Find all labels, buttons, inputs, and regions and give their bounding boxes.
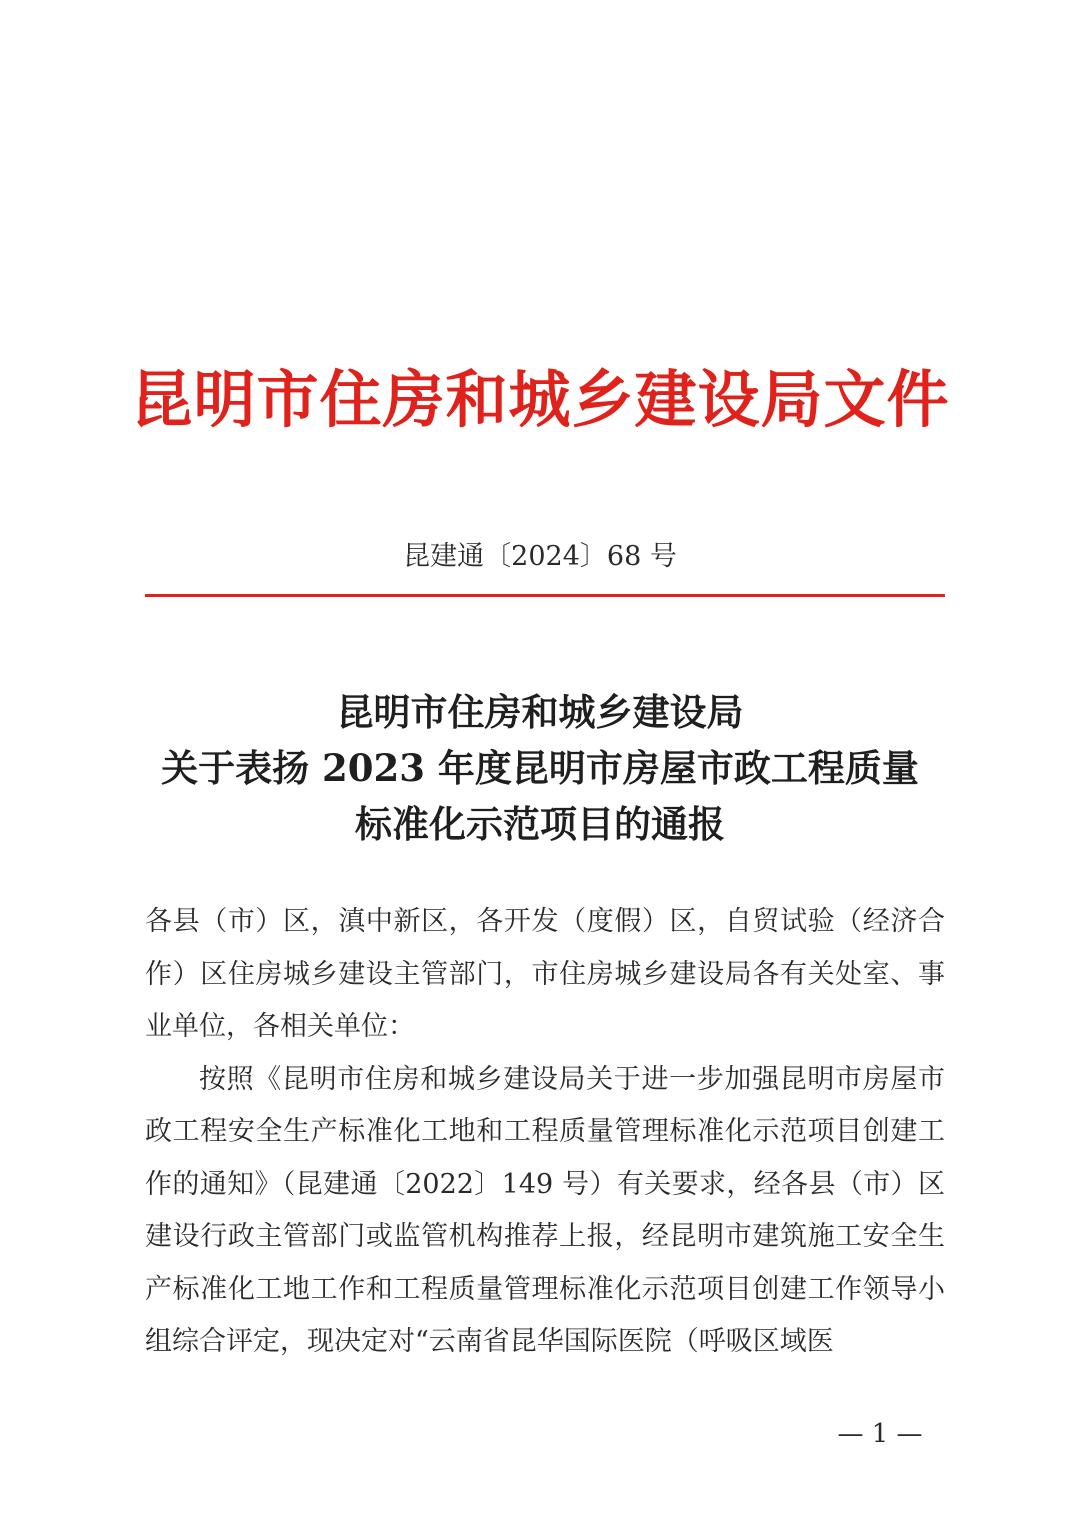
red-divider-line <box>145 594 945 597</box>
title-line-1: 昆明市住房和城乡建设局 <box>336 690 744 734</box>
salutation: 各县（市）区，滇中新区，各开发（度假）区，自贸试验（经济合作）区住房城乡建设主管部门，市住房城乡建设局各有关处室、事业单位，各相关单位： <box>145 906 945 1042</box>
body-paragraph: 按照《昆明市住房和城乡建设局关于进一步加强昆明市房屋市政工程安全生产标准化工地和工程质量管理标准化示范项目创建工作的通知》（昆建通〔2022〕149 号）有关要求，经各县（市）区建设行政主管部门或监管机构推荐上报，经昆明市建筑施工安全生产标准化工地工作和工程质量管理标准化示范项目创建工作领导小组综合评定，现决定对“云南省昆华国际医院（呼吸区域医 <box>145 1063 945 1357</box>
document-body <box>145 896 945 1369</box>
document-header: 昆明市住房和城乡建设局文件 <box>130 363 950 436</box>
title-line-3: 标准化示范项目的通报 <box>355 802 725 846</box>
document-title <box>0 684 1080 852</box>
document-number: 昆建通〔2024〕68 号 <box>403 541 677 572</box>
page-number: — 1 — <box>837 1419 923 1449</box>
title-line-2: 关于表扬 2023 年度昆明市房屋市政工程质量 <box>161 746 919 790</box>
